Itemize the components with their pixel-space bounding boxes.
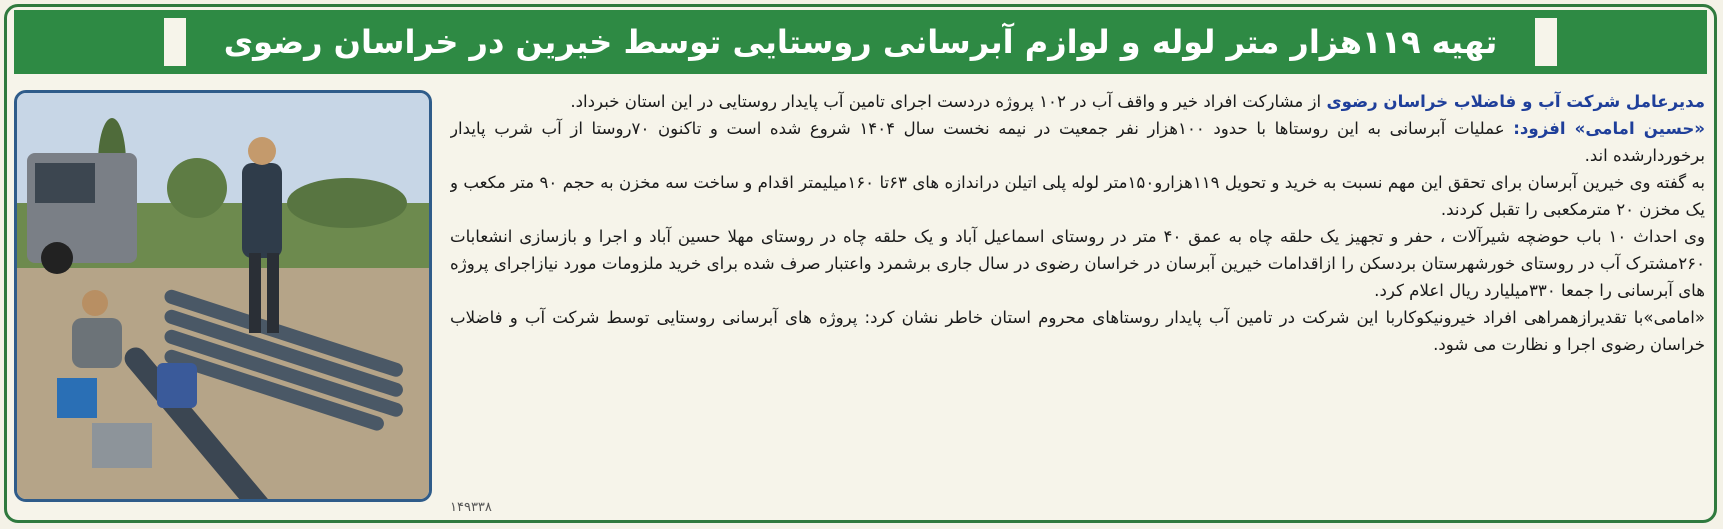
article-photo [14,90,432,502]
article-paragraph-3: به گفته وی خیرین آبرسان برای تحقق این مهم نسبت به خرید و تحویل ۱۱۹هزارو۱۵۰متر لوله پلی اتیلن دراندازه های ۶۳تا ۱۶۰میلیمتر اقدام و ساخت سه مخزن به حجم ۹۰ متر مکعب و یک مخزن ۲۰ مترمکعبی را تقبل کردند. [450,173,1705,219]
header-decoration-right [1535,18,1557,66]
article-quote-text: عملیات آبرسانی به این روستاها با حدود ۱۰۰هزار نفر جمعیت در نیمه نخست سال ۱۴۰۴ شروع شده است و تاکنون ۷۰روستا از آب شرب پایدار برخوردارشده اند. [450,119,1705,165]
article-lead-bold: مدیرعامل شرکت آب و فاضلاب خراسان رضوی [1326,92,1705,111]
article-paragraph-1 [450,88,1705,115]
article-paragraph-5: «امامی»با تقدیرازهمراهی افراد خیرونیکوکاربا این شرکت در تامین آب پایدار روستاهای محروم استان خاطر نشان کرد: پروژه های آبرسانی روستایی توسط شرکت آب و فاضلاب خراسان رضوی اجرا و نظارت می شود. [450,308,1705,354]
article-body [450,88,1705,502]
article-lead-text: از مشارکت افراد خیر و واقف آب در ۱۰۲ پروژه دردست اجرای تامین آب پایدار روستایی در این استان خبرداد. [570,92,1327,111]
ad-code: ۱۴۹۳۳۸ [450,500,492,515]
water-pipe-workers-photo [17,93,429,499]
header-decoration-left [164,18,186,66]
header-banner [14,10,1707,74]
article-paragraph-4: وی احداث ۱۰ باب حوضچه شیرآلات ، حفر و تجهیز یک حلقه چاه به عمق ۴۰ متر در روستای اسماعیل آباد و یک حلقه چاه در روستای مهلا حسین آباد و اجرا و بازسازی انشعابات ۲۶۰مشترک آب در روستای خورشهرستان بردسکن را ازاقدامات خیرین آبرسان در خراسان رضوی در سال جاری برشمرد واعتبار صرف شده برای خرید ملزومات مورد نیازاجرای پروژه های آبرسانی را جمعا ۳۳۰میلیارد ریال اعلام کرد. [450,227,1705,300]
article-quote-bold: «حسین امامی» افزود: [1513,119,1705,138]
article-paragraph-2 [450,115,1705,169]
page-title: تهیه ۱۱۹هزار متر لوله و لوازم آبرسانی روستایی توسط خیرین در خراسان رضوی [223,23,1498,61]
